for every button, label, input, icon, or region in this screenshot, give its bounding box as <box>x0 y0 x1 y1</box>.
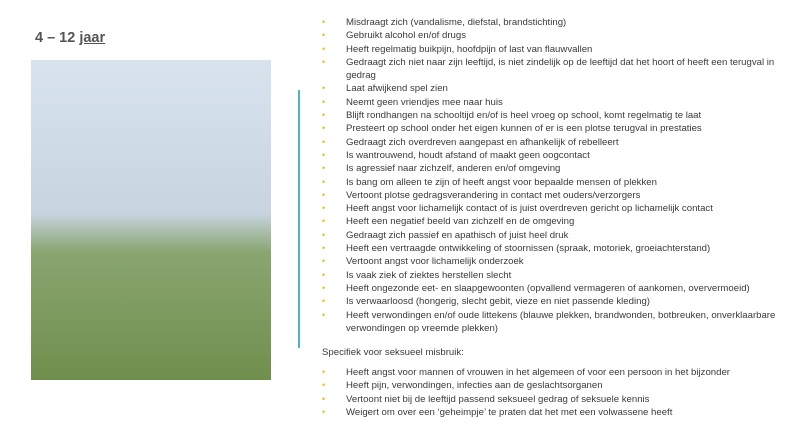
list-item-text: Heeft angst voor mannen of vrouwen in het algemeen of voor een persoon in het bijzonder <box>346 367 730 378</box>
list-item-text: Heeft pijn, verwondingen, infecties aan de geslachtsorganen <box>346 380 603 392</box>
list-item-text: Presteert op school onder het eigen kunnen of er is een plotse terugval in prestaties <box>346 123 702 135</box>
list-item <box>322 189 784 202</box>
list-item <box>322 202 784 215</box>
list-item <box>322 366 784 379</box>
list-item <box>322 229 784 242</box>
list-item <box>322 162 784 175</box>
list-item <box>322 379 784 392</box>
list-item-text: Laat afwijkend spel zien <box>346 83 448 95</box>
list-item <box>322 242 784 255</box>
list-item <box>322 43 784 56</box>
bullet-icon: • <box>322 203 326 214</box>
bullet-icon: • <box>322 56 326 67</box>
page-heading <box>35 30 105 46</box>
bullet-icon: • <box>322 229 326 240</box>
list-item <box>322 82 784 95</box>
bullet-icon: • <box>322 216 326 227</box>
photo-children-with-dog <box>31 60 271 380</box>
list-item-text: Vertoont angst voor lichamelijk onderzoek <box>346 256 524 268</box>
list-item <box>322 215 784 228</box>
bullet-icon: • <box>322 83 326 94</box>
bullet-icon: • <box>322 269 326 280</box>
bullet-icon: • <box>322 393 326 404</box>
bullet-icon: • <box>322 17 326 27</box>
bullet-icon: • <box>322 380 326 391</box>
vertical-divider <box>298 90 300 348</box>
list-item-text: Is bang om alleen te zijn of heeft angst voor bepaalde mensen of plekken <box>346 176 657 188</box>
list-item <box>322 136 784 149</box>
bullet-icon: • <box>322 296 326 307</box>
list-item <box>322 16 784 29</box>
bullet-icon: • <box>322 367 326 377</box>
list-item-text: Is vaak ziek of ziektes herstellen slecht <box>346 269 512 281</box>
list-item <box>322 282 784 295</box>
list-item <box>322 269 784 282</box>
bullet-icon: • <box>322 309 326 320</box>
list-item <box>322 176 784 189</box>
bullet-icon: • <box>322 243 326 254</box>
bullet-icon: • <box>322 163 326 174</box>
heading-age-range: 4 – 12 <box>35 30 80 46</box>
bullet-icon: • <box>322 189 326 200</box>
list-item-text: Gedraagt zich overdreven aangepast en afhankelijk of rebelleert <box>346 136 619 148</box>
list-item-text: Misdraagt zich (vandalisme, diefstal, brandstichting) <box>346 17 567 28</box>
list-item-text: Gebruikt alcohol en/of drugs <box>346 30 466 42</box>
list-item-text: Heeft een vertraagde ontwikkeling of stoornissen (spraak, motoriek, groeiachterstand) <box>346 243 711 255</box>
list-item <box>322 29 784 42</box>
signal-list <box>322 16 784 335</box>
list-item-text: Heeft angst voor lichamelijk contact of is juist overdreven gericht op lichamelijk contact <box>346 203 713 215</box>
list-item <box>322 309 784 336</box>
bullet-icon: • <box>322 43 326 54</box>
list-item-text: Blijft rondhangen na schooltijd en/of is heel vroeg op school, komt regelmatig te laat <box>346 110 702 122</box>
bullet-icon: • <box>322 96 326 107</box>
list-item <box>322 122 784 135</box>
list-item-text: Vertoont plotse gedragsverandering in contact met ouders/verzorgers <box>346 189 641 201</box>
bullet-icon: • <box>322 30 326 41</box>
list-item-text: Heeft een negatief beeld van zichzelf en de omgeving <box>346 216 575 228</box>
sexual-abuse-signal-list <box>322 366 784 419</box>
list-item-text: Heeft verwondingen en/of oude littekens (blauwe plekken, brandwonden, botbreuken, onverklaarbare verwondingen op vreemde plekken) <box>346 309 776 334</box>
list-item <box>322 295 784 308</box>
list-item <box>322 96 784 109</box>
list-item-text: Heeft ongezonde eet- en slaapgewoonten (opvallend vermageren of aankomen, oververmoeid) <box>346 282 750 294</box>
bullet-icon: • <box>322 149 326 160</box>
list-item <box>322 255 784 268</box>
bullet-icon: • <box>322 110 326 121</box>
list-item-text: Vertoont niet bij de leeftijd passend seksueel gedrag of seksuele kennis <box>346 393 650 405</box>
list-item-text: Gedraagt zich passief en apathisch of juist heel druk <box>346 229 569 241</box>
list-item <box>322 109 784 122</box>
list-item-text: Gedraagt zich niet naar zijn leeftijd, is niet zindelijk op de leeftijd dat het hoort of heeft een terugval in gedrag <box>346 56 775 82</box>
heading-age-unit: jaar <box>79 30 106 46</box>
list-item <box>322 393 784 406</box>
list-item-text: Neemt geen vriendjes mee naar huis <box>346 96 503 108</box>
list-item-text: Is wantrouwend, houdt afstand of maakt geen oogcontact <box>346 149 590 161</box>
bullet-icon: • <box>322 406 326 417</box>
bullet-icon: • <box>322 123 326 134</box>
list-item <box>322 56 784 83</box>
bullet-icon: • <box>322 282 326 293</box>
list-item <box>322 406 784 419</box>
list-item <box>322 149 784 162</box>
list-item-text: Weigert om over een ‘geheimpje’ te praten dat het met een volwassene heeft <box>346 406 673 418</box>
bullet-icon: • <box>322 256 326 267</box>
bullet-icon: • <box>322 176 326 187</box>
list-item-text: Is agressief naar zichzelf, anderen en/of omgeving <box>346 163 561 175</box>
list-item-text: Is verwaarloosd (hongerig, slecht gebit, vieze en niet passende kleding) <box>346 296 650 308</box>
bullet-icon: • <box>322 136 326 147</box>
sexual-abuse-heading: Specifiek voor seksueel misbruik: <box>322 347 464 358</box>
list-item-text: Heeft regelmatig buikpijn, hoofdpijn of last van flauwvallen <box>346 43 593 55</box>
